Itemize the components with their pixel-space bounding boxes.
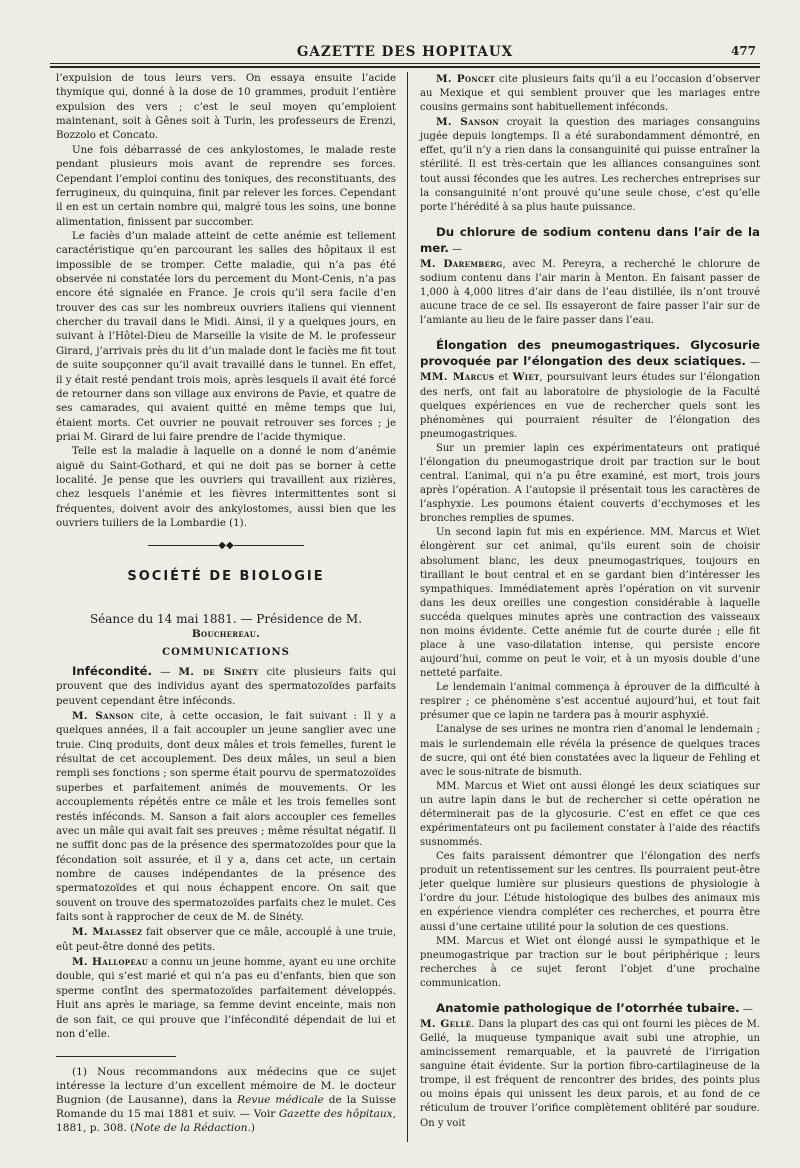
footnote-text: )	[250, 1122, 255, 1135]
paragraph: MM. Marcus et Wiet ont aussi élongé les deux sciatiques sur un autre lapin dans le but de rechercher si cette opération ne déterminerait pas de la glycosurie. C’est en effet ce que ces expérimentateurs ont pu facilement constater à l’aide des réactifs susnommés.	[420, 780, 760, 849]
paragraph: Sur un premier lapin ces expérimentateurs ont pratiqué l’élongation du pneumogastrique droit par traction sur le bout central. L’animal, qui n’a pu être examiné, est mort, trois jours après l’opération. A l’autopsie il présentait tous les caractères de l’asphyxie. Les poumons étaient couverts d’ecchymoses et les bronches remplies de spumes.	[420, 442, 760, 525]
footnote-text: (1) Nous recommandons aux médecins que ce sujet intéresse la lecture d’un excellent mémoire de M. le docteur Bugnion (de Lausanne), dans la	[56, 1066, 396, 1107]
paragraph-text: cite plusieurs faits qui prouvent que des individus ayant des spermatozoïdes parfaits peuvent cependant être inféconds.	[56, 666, 396, 707]
paragraph	[56, 925, 396, 955]
footnote-text: , 1881, p. 308. (	[56, 1108, 396, 1135]
subsection-title: Du chlorure de sodium contenu dans l’air de la mer.	[420, 224, 760, 255]
paragraph-elongation	[420, 338, 760, 442]
dash: —	[745, 357, 760, 369]
paragraph	[56, 709, 396, 925]
column-separator	[407, 72, 408, 1142]
author-name: M. Hallopeau	[72, 956, 149, 969]
paragraph: Le faciès d’un malade atteint de cette anémie est tellement caractéristique qu’en parcourant les salles des hôpitaux il est impossible de se tromper. Cette maladie, qui n’a pas été observée ni constatée lors du percement du Mont-Cenis, n’a pas encore été signalée en France. Je crois qu’il sera facile d’en trouver des cas sur les nombreux ouvriers italiens qui viennent chercher du travail dans le Midi. Ainsi, il y a quelques jours, en suivant à l’Hôtel-Dieu de Marseille la visite de M. le professeur Girard, j’arrivais près du lit d’un malade dont le faciès me fit tout de suite soupçonner qu’il avait travaillé dans le tunnel. En effet, il y était resté pendant trois mois, après lesquels il avait été forcé de retourner dans son village aux environs de Pavie, et quatre de ses camarades, qui avaient quitté en même temps que lui, étaient morts. Cet ouvrier ne pouvait retrouver ses forces ; je priai M. Girard de lui faire prendre de l’acide thymique.	[56, 230, 396, 443]
seance-text: Séance du 14 mai 1881. — Présidence de M.	[89, 611, 363, 626]
paragraph: Telle est la maladie à laquelle on a donné le nom d’anémie aiguë du Saint-Gothard, et qui ne doit pas se borner à cette localité. Je pense que les ouvriers qui travaillent aux rizières, chez lesquels l’anémie et les fièvres intermittentes sont si fréquentes, doivent avoir des ankylostomes, aussi bien que les ouvriers tuiliers de la Lombardie (1).	[56, 446, 396, 530]
author-name: M. Daremberg	[420, 257, 503, 270]
footnote-rule	[56, 1056, 176, 1057]
author-name: Wiet	[512, 371, 540, 384]
paragraph	[420, 72, 760, 115]
paragraph-text: croyait la question des mariages consanguins jugée depuis longtemps. Il a été surabondamment démontré, en effet, qu’il n’y a rien dans la consanguinité qui puisse entraîner la stérilité. Il est très-certain que les alliances consanguines sont tout aussi fécondes que les autres. Les recherches entreprises sur la consanguinité n’ont prouvé qu’une seule chose, c’est qu’elle porte l’hérédité à sa plus haute puissance.	[420, 117, 760, 213]
president-name: Bouchereau.	[191, 628, 261, 641]
paragraph: Un second lapin fut mis en expérience. MM. Marcus et Wiet élongèrent sur cet animal, qu’ils eurent soin de choisir absolument blanc, les deux pneumogastriques, toujours en tiraillant le bout central et en se gardant bien d’intéresser les sympathiques. Immédiatement après l’opération on vit survenir dans les deux oreilles une congestion considérable à laquelle succéda quelques minutes après une contraction des vaisseaux non moins évidente. Cette anémie fut de courte durée ; elle fit place à une vaso-dilatation intense, qui persiste encore aujourd’hui, comme on peut le voir, et à un myosis double d’une netteté parfaite.	[420, 527, 760, 680]
paragraph: Ces faits paraissent démontrer que l’élongation des nerfs produit un retentissement sur les centres. Ils pourraient peut-être jeter quelque lumière sur plusieurs questions de physiologie à l’ordre du jour. L’étude histologique des bulbes des animaux mis en expérience viendra compléter ces recherches, et pourra être aussi d’une certaine utilité pour la solution de ces questions.	[420, 851, 760, 933]
author-name: M. Sanson	[436, 116, 500, 129]
paragraph: MM. Marcus et Wiet ont élongé aussi le sympathique et le pneumogastrique par traction sur le bout périphérique ; leurs recherches à ce sujet feront l’objet d’une prochaine communication.	[420, 935, 760, 989]
paragraph-text: , avec M. Pereyra, a recherché le chlorure de sodium contenu dans l’air marin à Menton. En faisant passer de 1,000 à 4,000 litres d’air dans de l’eau distillée, ils n’ont trouvé aucune trace de ce sel. Ils essayeront de faire passer l’air sur de l’amiante au lieu de le faire passer dans l’eau.	[420, 258, 760, 327]
author-name: M. Sanson	[72, 710, 134, 723]
subsection-title: Élongation des pneumogastriques. Glycosurie provoquée par l’élongation des deux sciatiques.	[420, 338, 760, 369]
subsection-title: Infécondité.	[72, 663, 153, 678]
author-name: M. Poncet	[436, 73, 496, 85]
paragraph-text: . Dans la plupart des cas qui ont fourni les pièces de M. Gellé, la muqueuse tympanique avait subi une atrophie, un amincissement remarquable, et la pauvreté de l’irrigation sanguine était évidente. Sur la portion fibro-cartilagineuse de la trompe, il est fréquent de rencontrer des brides, des points plus ou moins épais qui unissent les deux parois, et au fond de ce réticulum de trouver l’orifice complètement oblitéré par soudure. On y voit	[420, 1019, 760, 1129]
section-ornament: ◆◆	[56, 540, 396, 552]
paragraph: Une fois débarrassé de ces ankylostomes, le malade reste pendant plusieurs mois avant de reprendre ses forces. Cependant l’emploi continu des toniques, des reconstituants, des ferrugineux, du quinquina, finit par relever les forces. Cependant il en est un certain nombre qui, malgré tous les soins, une bonne alimentation, finissent par succomber.	[56, 144, 396, 228]
author-name: M. Gellé	[420, 1018, 472, 1030]
left-column	[56, 72, 396, 1135]
seance-line	[56, 612, 396, 642]
paragraph-chlorure	[420, 225, 760, 329]
paragraph-text: , poursuivant leurs études sur l’élongation des nerfs, ont fait au laboratoire de physiologie de la Faculté quelques expériences en vue de rechercher quels sont les phénomènes qui pourraient résulter de l’élongation des pneumogastriques.	[420, 372, 761, 440]
footnote-italic: Gazette des hôpitaux	[278, 1108, 393, 1121]
paragraph-text: cite plusieurs faits qu’il a eu l’occasion d’observer au Mexique et qui semblent prouver que les mariages entre cousins germains sont habituellement inféconds.	[420, 74, 760, 114]
author-name: MM. Marcus	[420, 371, 495, 384]
footnote-text: de la Suisse Romande du 15 mai 1881 et suiv. — Voir	[56, 1094, 396, 1121]
paragraph-text: fait observer que ce mâle, accouplé à une truie, eût peut-être donné des petits.	[56, 927, 397, 953]
paragraph-text: cite, à cette occasion, le fait suivant : Il y a quelques années, il a fait accoupler un jeune sanglier avec une truie. Cinq produits, dont deux mâles et trois femelles, furent le résultat de cet accouplement. Des deux mâles, un seul a bien rempli ses fonctions ; son sperme était pourvu de spermatozoïdes superbes et parfaitement animés de mouvements. Or les accouplements répétés entre ce mâle et les trois femelles sont restés inféconds. M. Sanson a fait alors accoupler ces femelles avec un mâle qui avait fait ses preuves ; même résultat négatif. Il ne suffit donc pas de la présence des spermatozoïdes pour que la fécondation soit assurée, et il y a, dans cet acte, un certain nombre de causes indépendantes de la présence des spermatozoïdes et qui nous échappent encore. On sait que souvent on trouve des spermatozoïdes parfaits chez le mulet. Ces faits sont à rapprocher de ceux de M. de Sinéty.	[56, 711, 397, 924]
paragraph-infecondite	[56, 664, 396, 709]
right-column	[420, 72, 760, 1131]
footnote	[56, 1065, 396, 1135]
conjunction: et	[494, 372, 513, 384]
header-rule-thick	[50, 66, 760, 68]
page-header	[50, 40, 760, 64]
communications-heading: COMMUNICATIONS	[162, 646, 290, 658]
paragraph: Le lendemain l’animal commença à éprouver de la difficulté à respirer ; ce phénomène s’est accentué aujourd’hui, et tout fait présumer que ce lapin ne tardera pas à mourir asphyxié.	[420, 682, 760, 722]
dash: —	[152, 666, 179, 678]
paragraph	[420, 115, 760, 215]
author-name: M. Malassez	[72, 926, 143, 939]
footnote-italic: Revue médicale	[237, 1094, 324, 1107]
paragraph	[56, 955, 396, 1042]
paragraph: l’expulsion de tous leurs vers. On essaya ensuite l’acide thymique qui, donné à la dose de 10 grammes, produit l’entière expulsion des vers ; c’est le seul moyen qu’emploient maintenant, soit à Gênes soit à Turin, les professeurs de Erenzi, Bozzolo et Concato.	[56, 73, 396, 142]
paragraph-anatomie	[420, 1001, 760, 1131]
subsection-title: Anatomie pathologique de l’otorrhée tubaire.	[436, 1000, 740, 1015]
page-number: 477	[730, 44, 756, 58]
header-rule-thin	[50, 63, 760, 64]
author-name: M. de Sinéty	[178, 665, 259, 678]
section-title: SOCIÉTÉ DE BIOLOGIE	[127, 568, 325, 584]
dash: —	[739, 1003, 753, 1015]
journal-title: GAZETTE DES HOPITAUX	[296, 44, 514, 60]
paragraph: L’analyse de ses urines ne montra rien d’anomal le lendemain ; mais le surlendemain elle révéla la présence de quelques traces de sucre, qui ont été bien constatées avec la liqueur de Fehling et avec le sous-nitrate de bismuth.	[420, 724, 760, 778]
dash: —	[448, 243, 463, 255]
paragraph-text: a connu un jeune homme, ayant eu une orchite double, qui s’est marié et qui n’a pas eu d’enfants, bien que son sperme contînt des spermatozoïdes parfaitement développés. Huit ans après le mariage, sa femme devint enceinte, mais non de son fait, ce qui prouve que l’infécondité dépendait de lui et non d’elle.	[56, 957, 396, 1040]
footnote-italic: Note de la Rédaction.	[134, 1122, 251, 1135]
